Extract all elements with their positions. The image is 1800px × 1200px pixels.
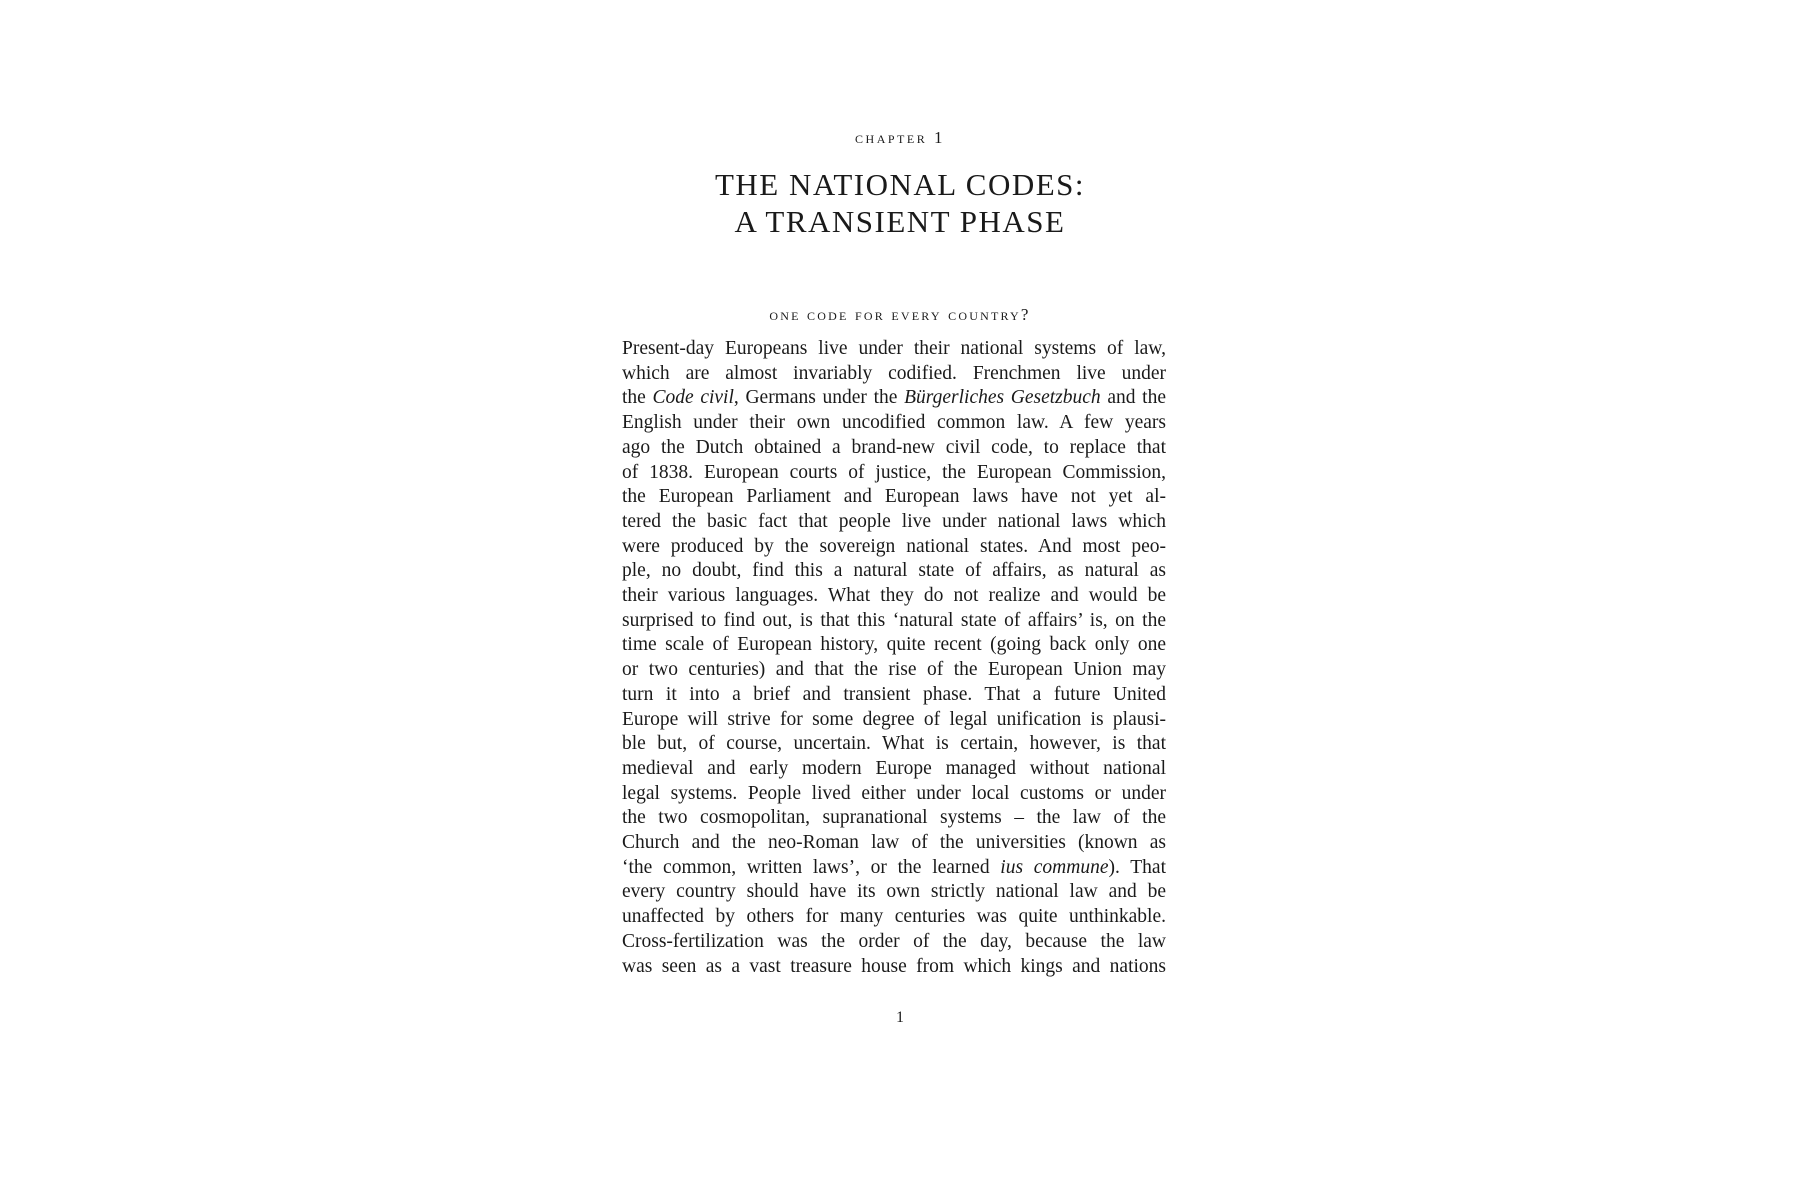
chapter-title — [0, 166, 1800, 240]
body-paragraph — [622, 337, 1166, 979]
body-line: English under their own uncodified common law. A few years — [622, 412, 1166, 434]
body-line: which are almost invariably codified. Frenchmen live under — [622, 362, 1166, 384]
body-line: every country should have its own strictly national law and be — [622, 881, 1166, 903]
body-line: turn it into a brief and transient phase. That a future United — [622, 683, 1166, 705]
body-line: ‘the common, written laws’, or the learned ius commune). That — [622, 856, 1166, 878]
italic-title: Code civil — [652, 387, 734, 409]
body-line: their various languages. What they do not realize and would be — [622, 585, 1166, 607]
body-line: medieval and early modern Europe managed without national — [622, 757, 1166, 779]
body-line: the two cosmopolitan, supranational systems – the law of the — [622, 807, 1166, 829]
body-line: were produced by the sovereign national states. And most peo- — [622, 535, 1166, 557]
body-line: of 1838. European courts of justice, the European Commission, — [622, 461, 1166, 483]
body-line: ago the Dutch obtained a brand-new civil code, to replace that — [622, 436, 1166, 458]
body-line: unaffected by others for many centuries was quite unthinkable. — [622, 906, 1166, 928]
body-line: surprised to find out, is that this ‘natural state of affairs’ is, on the — [622, 609, 1166, 631]
section-heading: one code for every country? — [769, 305, 1031, 324]
body-line: the Code civil, Germans under the Bürgerliches Gesetzbuch and the — [622, 387, 1166, 409]
body-line: time scale of European history, quite recent (going back only one — [622, 634, 1166, 656]
chapter-label: chapter 1 — [855, 128, 945, 147]
body-line: was seen as a vast treasure house from which kings and nations — [622, 955, 1166, 977]
body-line: the European Parliament and European laws have not yet al- — [622, 486, 1166, 508]
body-line: Cross-fertilization was the order of the day, because the law — [622, 930, 1166, 952]
body-line: ble but, of course, uncertain. What is certain, however, is that — [622, 733, 1166, 755]
body-line: Europe will strive for some degree of legal unification is plausi- — [622, 708, 1166, 730]
body-line: Present-day Europeans live under their national systems of law, — [622, 338, 1166, 359]
body-line: Church and the neo-Roman law of the universities (known as — [622, 832, 1166, 854]
page-number: 1 — [896, 1009, 904, 1026]
body-line: ple, no doubt, find this a natural state of affairs, as natural as — [622, 560, 1166, 582]
italic-title: Bürgerliches Gesetzbuch — [904, 387, 1101, 409]
body-line: or two centuries) and that the rise of the European Union may — [622, 659, 1166, 681]
body-line: legal systems. People lived either under local customs or under — [622, 782, 1166, 804]
italic-title: ius commune — [1000, 856, 1109, 878]
chapter-title-line: THE NATIONAL CODES: — [714, 167, 1086, 202]
body-line: tered the basic fact that people live under national laws which — [622, 510, 1166, 532]
chapter-title-line: A TRANSIENT PHASE — [734, 204, 1066, 239]
